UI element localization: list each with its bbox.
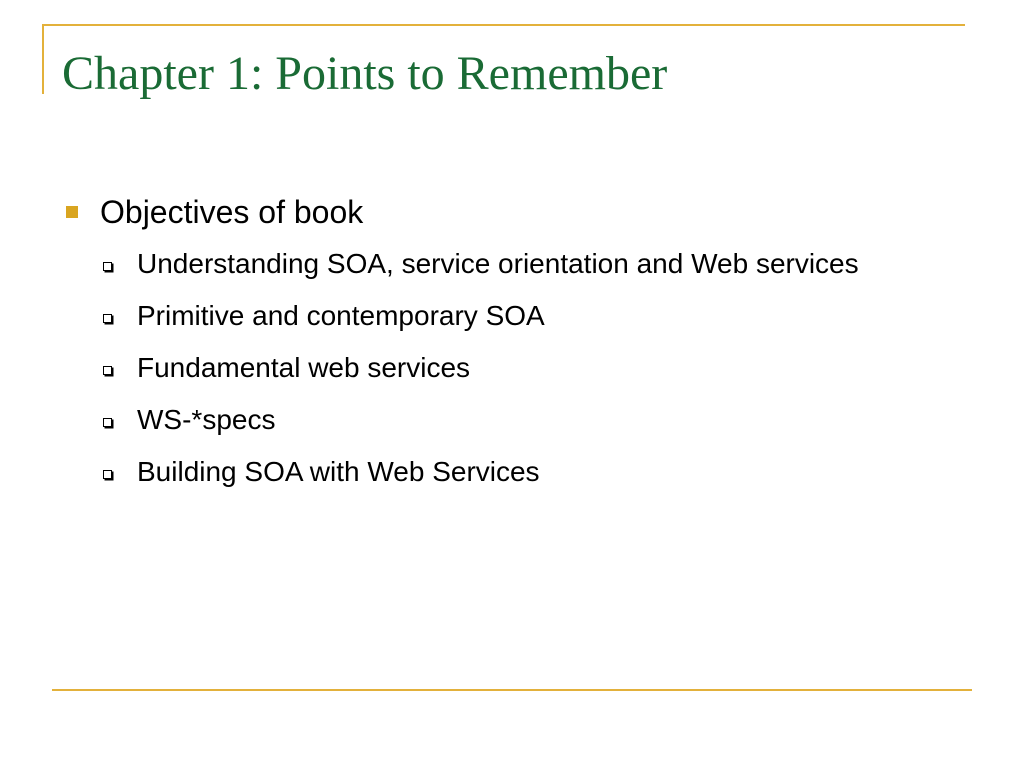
- sub-bullet-text: WS-*specs: [137, 404, 276, 435]
- slide-content: [62, 190, 962, 504]
- sub-bullet-text: Fundamental web services: [137, 352, 471, 383]
- bullet-text: Objectives of book: [100, 194, 364, 230]
- sub-bullet-text: Building SOA with Web Services: [137, 456, 540, 487]
- sub-bullet-item: [62, 296, 957, 336]
- bullet-item: [62, 190, 962, 234]
- bottom-border-line: [52, 689, 972, 691]
- hollow-square-bullet-icon: [103, 262, 112, 271]
- top-border-line: [42, 24, 965, 26]
- hollow-square-bullet-icon: [103, 418, 112, 427]
- sub-bullet-text: Understanding SOA, service orientation and Web services: [137, 248, 859, 279]
- sub-bullet-list: [62, 244, 962, 492]
- sub-bullet-text: Primitive and contemporary SOA: [137, 300, 545, 331]
- hollow-square-bullet-icon: [103, 366, 112, 375]
- sub-bullet-item: [62, 348, 957, 388]
- left-border-line: [42, 24, 44, 94]
- hollow-square-bullet-icon: [103, 314, 112, 323]
- hollow-square-bullet-icon: [103, 470, 112, 479]
- square-bullet-icon: [66, 206, 78, 218]
- sub-bullet-item: [62, 244, 957, 284]
- sub-bullet-item: [62, 400, 957, 440]
- sub-bullet-item: [62, 452, 957, 492]
- slide-title: Chapter 1: Points to Remember: [62, 47, 668, 100]
